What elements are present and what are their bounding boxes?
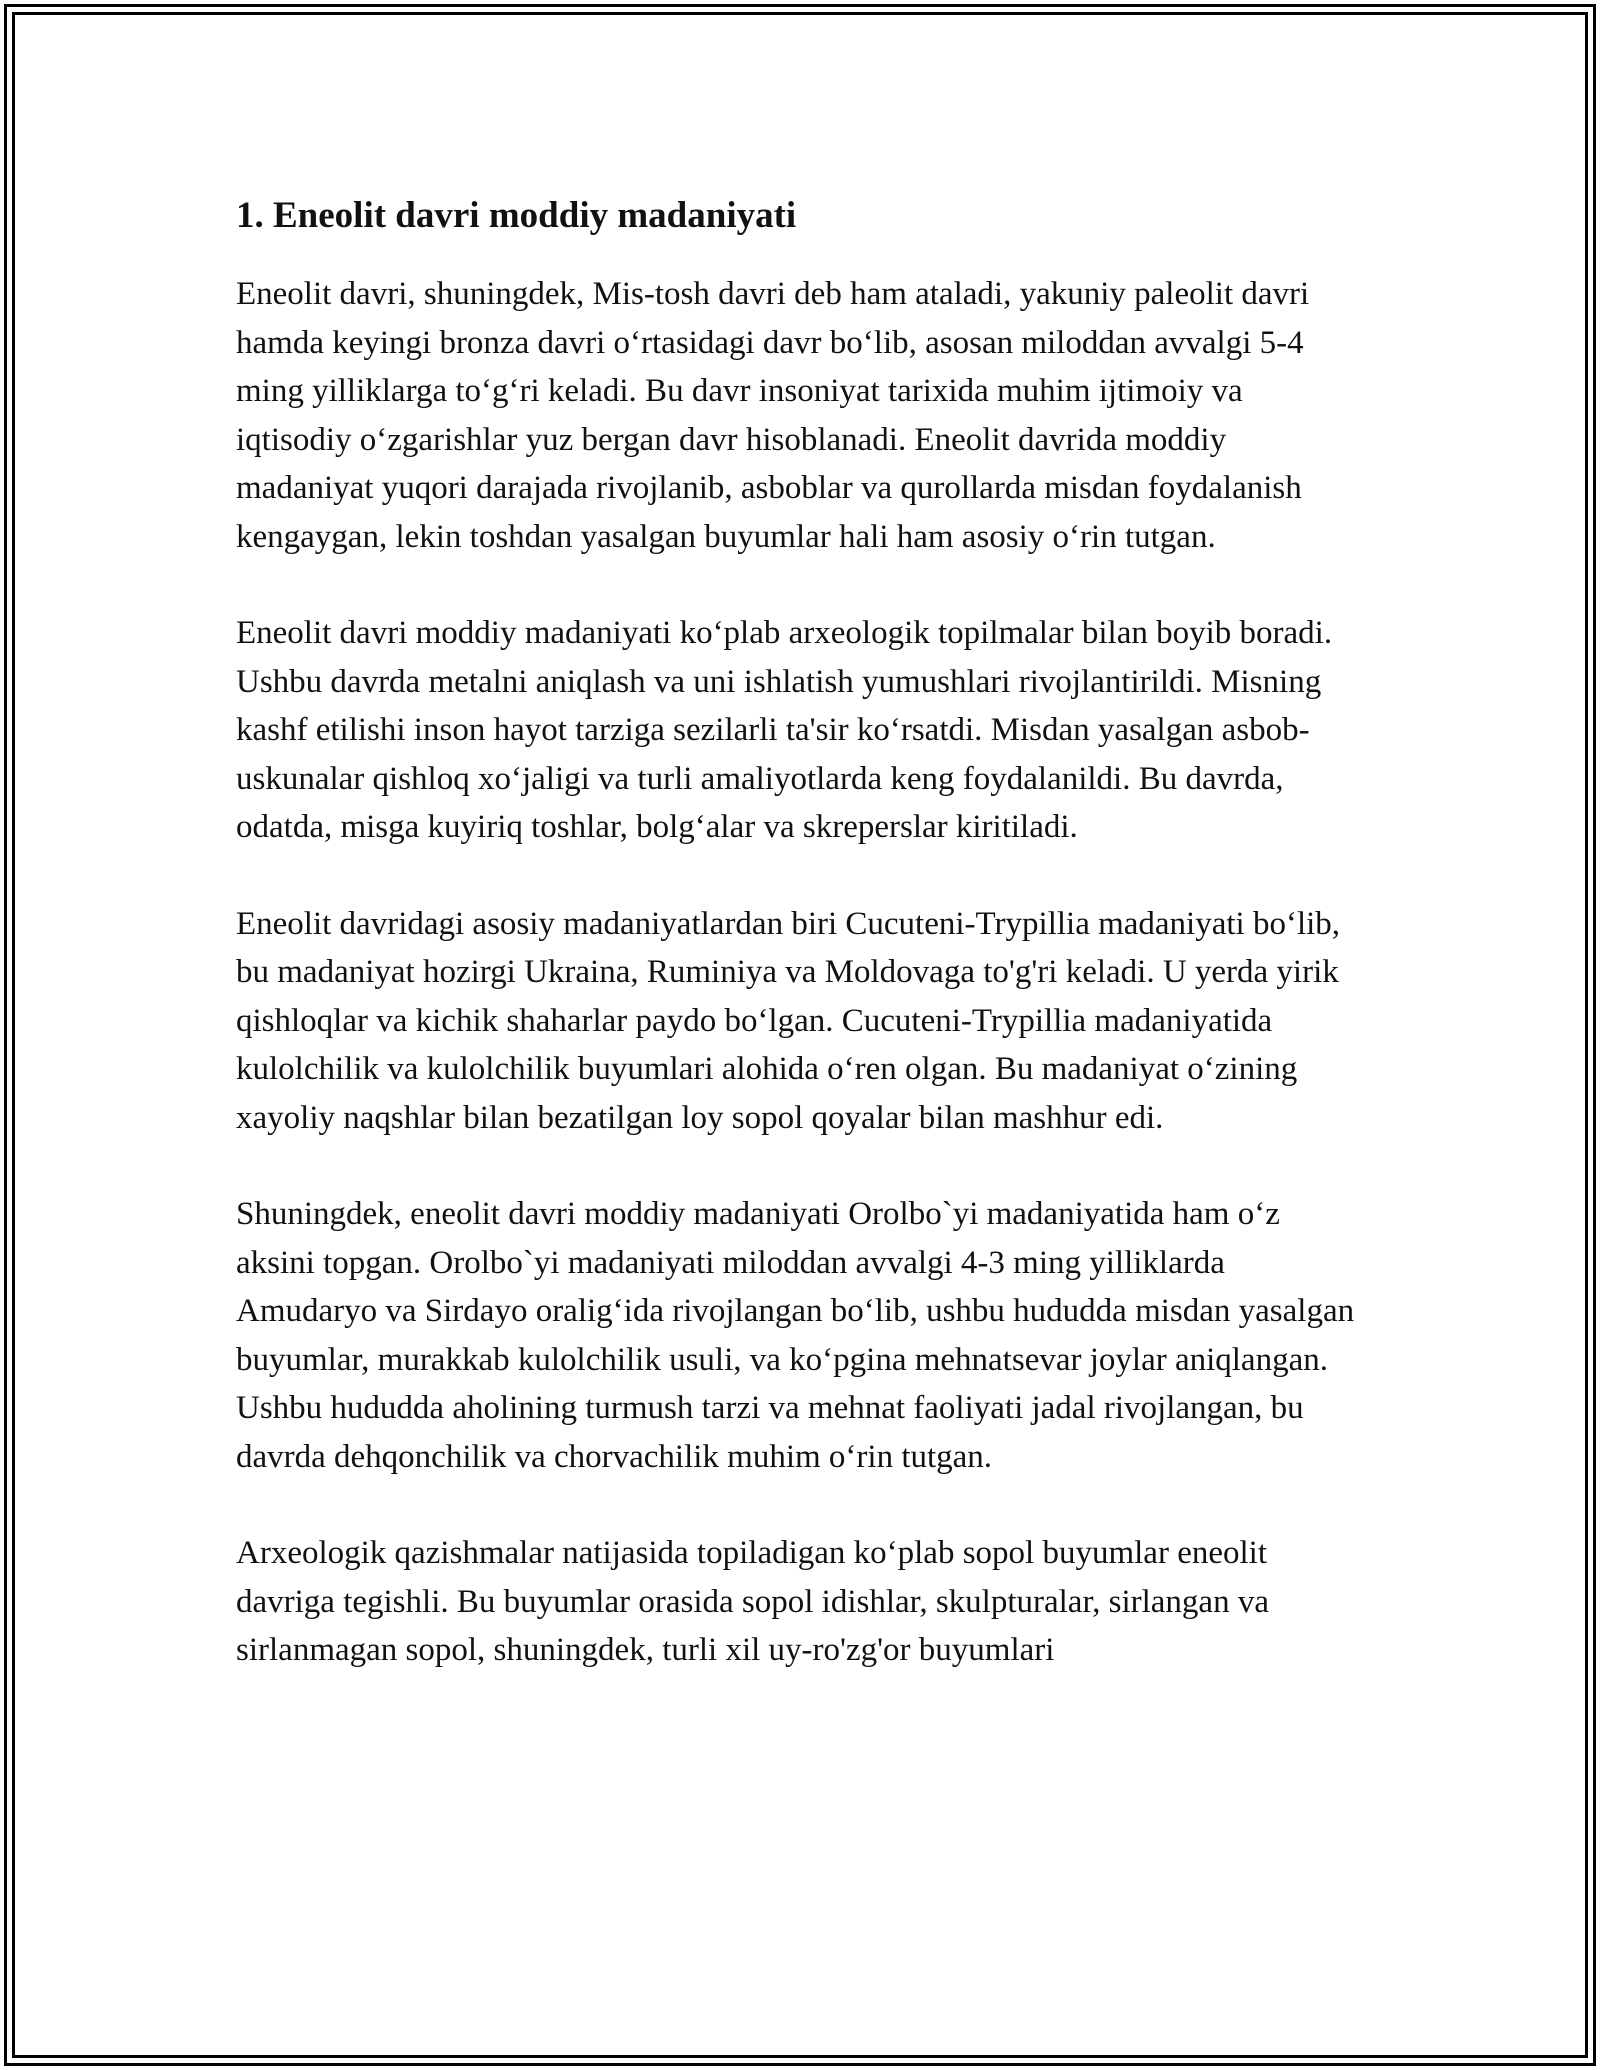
document-body [236, 186, 1366, 1723]
paragraph-5: Arxeologik qazishmalar natijasida topiladigan ko‘plab sopol buyumlar eneolit davriga tegishli. Bu buyumlar orasida sopol idishlar, skulpturalar, sirlangan va sirlanmagan sopol, shuningdek, turli xil uy-ro'zg'or buyumlari [236, 1535, 1269, 1668]
paragraph-4: Shuningdek, eneolit davri moddiy madaniyati Orolbo`yi madaniyatida ham o‘z aksini topgan. Orolbo`yi madaniyati miloddan avvalgi 4-3 ming yilliklarda Amudaryo va Sirdayo oralig‘ida rivojlangan bo‘lib, ushbu hududda misdan yasalgan buyumlar, murakkab kulolchilik usuli, va ko‘pgina mehnatsevar joylar aniqlangan. Ushbu hududda aholining turmush tarzi va mehnat faoliyati jadal rivojlangan, bu davrda dehqonchilik va chorvachilik muhim o‘rin tutgan. [236, 1196, 1355, 1475]
section-heading: 1. Eneolit davri moddiy madaniyati [236, 195, 797, 236]
paragraph-2: Eneolit davri moddiy madaniyati ko‘plab arxeologik topilmalar bilan boyib boradi. Ushbu davrda metalni aniqlash va uni ishlatish yumushlari rivojlantirildi. Misning kashf etilishi inson hayot tarziga sezilarli ta'sir ko‘rsatdi. Misdan yasalgan asbob-uskunalar qishloq xo‘jaligi va turli amaliyotlarda keng foydalanildi. Bu davrda, odatda, misga kuyiriq toshlar, bolg‘alar va skreperslar kiritiladi. [236, 615, 1333, 845]
paragraph-1: Eneolit davri, shuningdek, Mis-tosh davri deb ham ataladi, yakuniy paleolit davri hamda keyingi bronza davri o‘rtasidagi davr bo‘lib, asosan miloddan avvalgi 5-4 ming yilliklarga to‘g‘ri keladi. Bu davr insoniyat tarixida muhim ijtimoiy va iqtisodiy o‘zgarishlar yuz bergan davr hisoblanadi. Eneolit davrida moddiy madaniyat yuqori darajada rivojlanib, asboblar va qurollarda misdan foydalanish kengaygan, lekin toshdan yasalgan buyumlar hali ham asosiy o‘rin tutgan. [236, 276, 1310, 555]
paragraph-3: Eneolit davridagi asosiy madaniyatlardan biri Cucuteni-Trypillia madaniyati bo‘lib, bu madaniyat hozirgi Ukraina, Ruminiya va Moldovaga to'g'ri keladi. U yerda yirik qishloqlar va kichik shaharlar paydo bo‘lgan. Cucuteni-Trypillia madaniyatida kulolchilik va kulolchilik buyumlari alohida o‘ren olgan. Bu madaniyat o‘zining xayoliy naqshlar bilan bezatilgan loy sopol qoyalar bilan mashhur edi. [236, 905, 1341, 1136]
